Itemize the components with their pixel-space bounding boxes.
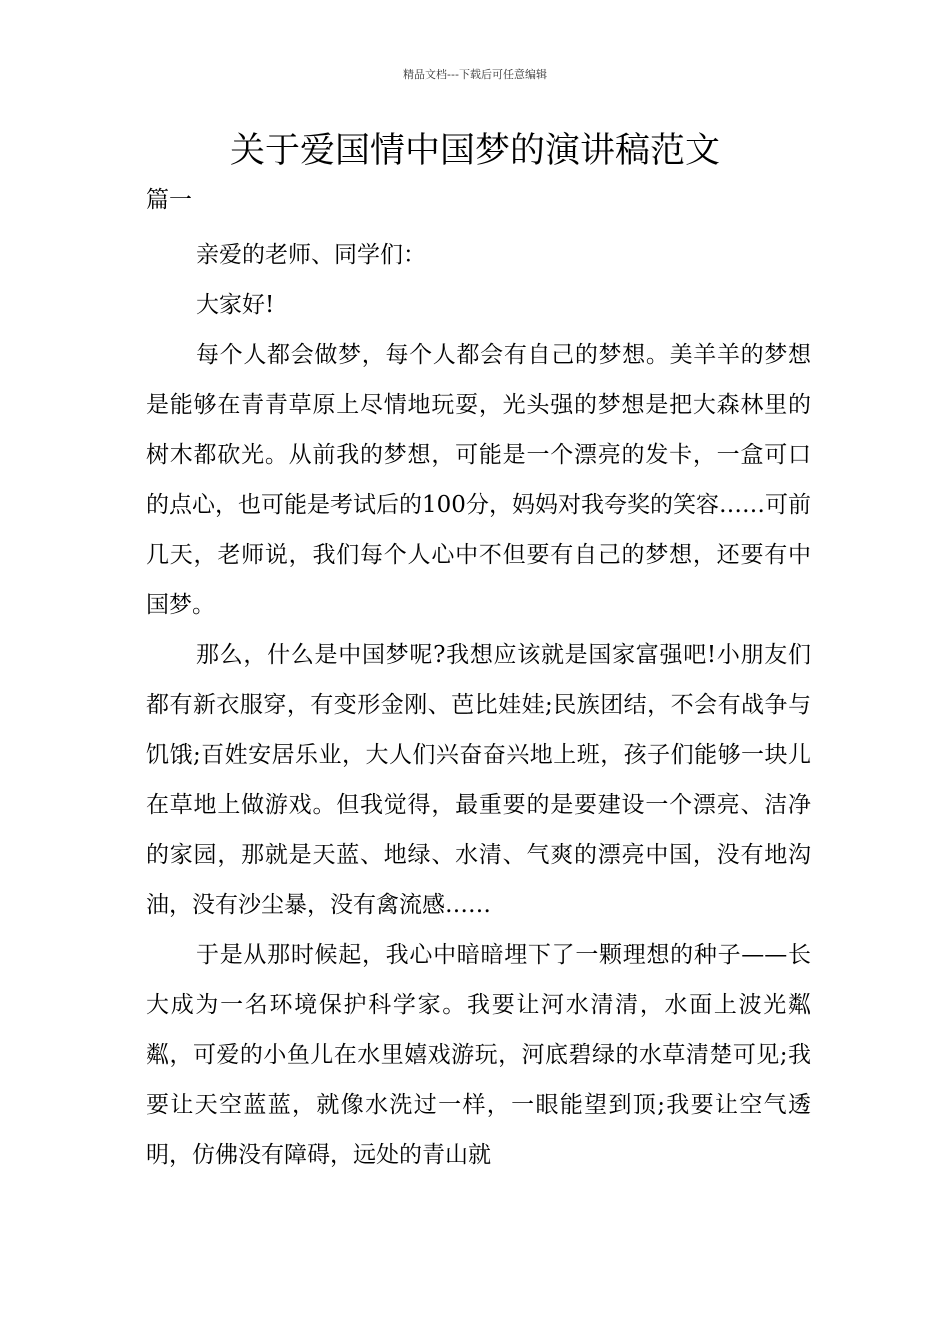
salutation: 亲爱的老师、同学们：: [196, 242, 426, 268]
paragraph: 每个人都会做梦，每个人都会有自己的梦想。美羊羊的梦想是能够在青青草原上尽情地玩耍，光头强的梦想是把大森林里的树木都砍光。从前我的梦想，可能是一个漂亮的发卡，一盒可口的点心，也可能是考试后的100分，妈妈对我夸奖的笑容……可前几天，老师说，我们每个人心中不但要有自己的梦想，还要有中国梦。: [146, 342, 811, 618]
paragraph: 那么，什么是中国梦呢?我想应该就是国家富强吧!小朋友们都有新衣服穿，有变形金刚、芭比娃娃;民族团结，不会有战争与饥饿;百姓安居乐业，大人们兴奋奋兴地上班，孩子们能够一块儿在草地上做游戏。但我觉得，最重要的是要建设一个漂亮、洁净的家园，那就是天蓝、地绿、水清、气爽的漂亮中国，没有地沟油，没有沙尘暴，没有禽流感……: [146, 642, 811, 918]
paragraph: 于是从那时候起，我心中暗暗埋下了一颗理想的种子——长大成为一名环境保护科学家。我要让河水清清，水面上波光粼粼，可爱的小鱼儿在水里嬉戏游玩，河底碧绿的水草清楚可见;我要让天空蓝蓝，就像水洗过一样，一眼能望到顶;我要让空气透明，仿佛没有障碍，远处的青山就: [146, 942, 811, 1168]
greeting: 大家好!: [196, 292, 275, 318]
document-body: [146, 230, 811, 1180]
header-note: 精品文档---下载后可任意编辑: [403, 68, 547, 81]
section-label: 篇一: [146, 187, 192, 213]
document-title: 关于爱国情中国梦的演讲稿范文: [229, 131, 720, 171]
